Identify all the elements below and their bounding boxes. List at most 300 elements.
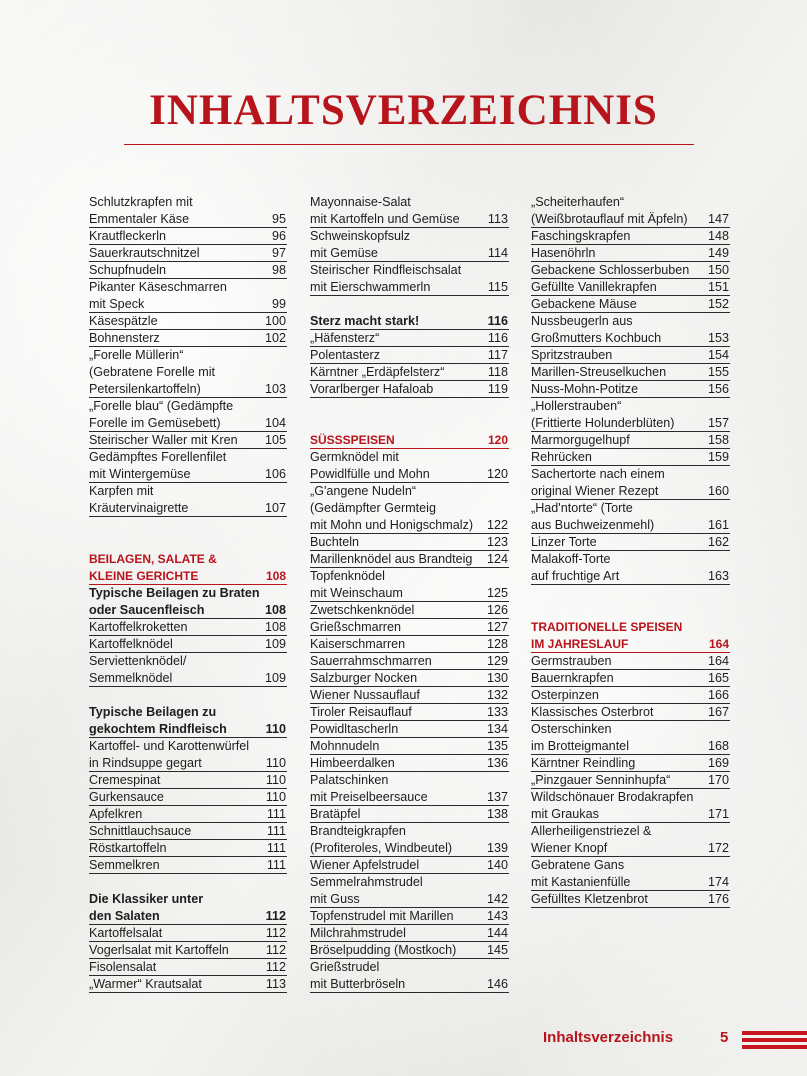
toc-entry[interactable] [89, 313, 287, 330]
toc-entry-page: 147 [707, 212, 729, 226]
toc-entry-title: Kärntner „Erdäpfelsterz“ [310, 365, 445, 379]
toc-entry-title: Linzer Torte [531, 535, 597, 549]
toc-entry-page: 110 [265, 722, 286, 736]
toc-entry-page: 120 [486, 467, 508, 481]
toc-entry[interactable] [310, 687, 509, 704]
toc-entry[interactable] [310, 908, 509, 925]
page-number: 5 [720, 1029, 729, 1046]
toc-entry-page: 136 [486, 756, 508, 770]
toc-entry-title: Wildschönauer Brodakrapfen [531, 790, 694, 804]
toc-entry[interactable] [531, 670, 730, 687]
toc-entry-page: 138 [486, 807, 508, 821]
toc-entry-page: 170 [707, 773, 729, 787]
toc-entry-title: Grießschmarren [310, 620, 401, 634]
toc-entry-page: 125 [486, 586, 508, 600]
toc-entry[interactable] [89, 228, 287, 245]
toc-entry[interactable] [310, 925, 509, 942]
section-spacer [310, 296, 509, 313]
toc-entry-page: 108 [265, 569, 286, 583]
toc-entry[interactable] [531, 381, 730, 398]
toc-entry-title: Brandteigkrapfen [310, 824, 406, 838]
toc-entry-title: Forelle im Gemüsebett) [89, 416, 221, 430]
toc-entry-title: „Häfensterz“ [310, 331, 380, 345]
toc-entry[interactable] [531, 568, 730, 585]
toc-entry[interactable] [531, 704, 730, 721]
toc-entry-title: (Gebratene Forelle mit [89, 365, 215, 379]
toc-entry-page: 113 [265, 977, 286, 991]
toc-entry-page: 108 [264, 620, 286, 634]
toc-entry-title: Bohnensterz [89, 331, 160, 345]
toc-entry-page: 112 [265, 960, 286, 974]
toc-entry-title: Apfelkren [89, 807, 143, 821]
toc-entry-title: (Frittierte Holunderblüten) [531, 416, 675, 430]
section-spacer [89, 874, 287, 891]
toc-entry[interactable] [310, 449, 509, 466]
toc-entry-title: Spritzstrauben [531, 348, 613, 362]
toc-entry-page: 176 [707, 892, 729, 906]
toc-entry[interactable] [310, 381, 509, 398]
toc-entry[interactable] [531, 840, 730, 857]
toc-entry-title: Topfenknödel [310, 569, 385, 583]
title-rule [124, 144, 694, 145]
toc-entry[interactable] [310, 704, 509, 721]
section-heading[interactable] [89, 568, 287, 585]
toc-entry-title: Gurkensauce [89, 790, 164, 804]
toc-entry[interactable] [89, 262, 287, 279]
toc-entry[interactable] [310, 466, 509, 483]
toc-entry-page: 157 [707, 416, 729, 430]
toc-entry[interactable] [89, 296, 287, 313]
toc-entry-page: 112 [265, 926, 286, 940]
toc-entry-title: Mohnnudeln [310, 739, 380, 753]
toc-entry-page: 100 [264, 314, 286, 328]
toc-entry-page: 140 [486, 858, 508, 872]
toc-entry[interactable] [310, 585, 509, 602]
toc-entry-page: 130 [486, 671, 508, 685]
toc-entry[interactable] [310, 755, 509, 772]
toc-entry-title: mit Kartoffeln und Gemüse [310, 212, 460, 226]
toc-entry[interactable] [531, 449, 730, 466]
toc-entry-title: Sterz macht stark! [310, 314, 420, 328]
toc-entry[interactable] [310, 602, 509, 619]
toc-entry-page: 162 [707, 535, 729, 549]
toc-entry[interactable] [531, 330, 730, 347]
toc-entry-title: Wiener Nussauflauf [310, 688, 420, 702]
toc-entry-title: Bratäpfel [310, 807, 361, 821]
toc-entry-title: „Pinzgauer Senninhupfa“ [531, 773, 671, 787]
toc-entry-title: Semmelkren [89, 858, 160, 872]
toc-entry-title: Faschingskrapfen [531, 229, 631, 243]
toc-entry[interactable] [89, 653, 287, 670]
toc-entry[interactable] [531, 517, 730, 534]
toc-entry-page: 154 [707, 348, 729, 362]
toc-entry-title: Käsespätzle [89, 314, 158, 328]
subsection-heading[interactable] [310, 313, 509, 330]
toc-entry-title: mit Graukas [531, 807, 599, 821]
toc-entry-page: 109 [264, 637, 286, 651]
subsection-heading[interactable] [89, 908, 287, 925]
toc-entry-page: 104 [264, 416, 286, 430]
toc-entry[interactable] [310, 772, 509, 789]
toc-entry[interactable] [310, 211, 509, 228]
toc-entry-page: 127 [486, 620, 508, 634]
toc-entry-page: 113 [487, 212, 508, 226]
toc-entry[interactable] [89, 738, 287, 755]
toc-column-1 [89, 194, 287, 993]
toc-entry[interactable] [531, 245, 730, 262]
toc-entry-page: 143 [486, 909, 508, 923]
toc-entry-page: 152 [707, 297, 729, 311]
toc-entry[interactable] [531, 262, 730, 279]
toc-entry-title: „Forelle Müllerin“ [89, 348, 184, 362]
toc-entry-title: Powidltascherln [310, 722, 399, 736]
toc-entry[interactable] [89, 364, 287, 381]
toc-entry-page: 128 [486, 637, 508, 651]
toc-entry[interactable] [531, 211, 730, 228]
toc-entry[interactable] [310, 483, 509, 500]
toc-entry-title: oder Saucenfleisch [89, 603, 205, 617]
toc-entry-page: 137 [486, 790, 508, 804]
toc-entry-page: 103 [264, 382, 286, 396]
toc-entry[interactable] [310, 194, 509, 211]
toc-entry[interactable] [310, 364, 509, 381]
toc-entry-title: Marillenknödel aus Brandteig [310, 552, 473, 566]
toc-entry[interactable] [531, 721, 730, 738]
toc-entry-title: Palatschinken [310, 773, 389, 787]
toc-entry-title: „Forelle blau“ (Gedämpfte [89, 399, 234, 413]
toc-entry[interactable] [89, 942, 287, 959]
toc-entry-page: 151 [707, 280, 729, 294]
toc-entry-title: KLEINE GERICHTE [89, 569, 199, 583]
toc-entry[interactable] [89, 772, 287, 789]
section-spacer [89, 687, 287, 704]
toc-entry-title: Germstrauben [531, 654, 612, 668]
toc-entry[interactable] [89, 857, 287, 874]
toc-entry[interactable] [531, 228, 730, 245]
toc-entry[interactable] [310, 279, 509, 296]
toc-entry-title: Gebackene Mäuse [531, 297, 637, 311]
toc-entry[interactable] [89, 500, 287, 517]
toc-entry-title: TRADITIONELLE SPEISEN [531, 620, 683, 634]
toc-entry-title: auf fruchtige Art [531, 569, 620, 583]
toc-entry[interactable] [531, 551, 730, 568]
toc-entry[interactable] [310, 568, 509, 585]
toc-entry-page: 146 [486, 977, 508, 991]
toc-entry[interactable] [531, 772, 730, 789]
subsection-heading[interactable] [89, 602, 287, 619]
toc-entry[interactable] [310, 891, 509, 908]
toc-entry-title: Kräutervinaigrette [89, 501, 189, 515]
toc-entry[interactable] [310, 670, 509, 687]
toc-entry-page: 150 [707, 263, 729, 277]
toc-entry-page: 117 [487, 348, 508, 362]
toc-entry-page: 153 [707, 331, 729, 345]
toc-entry-title: in Rindsuppe gegart [89, 756, 202, 770]
toc-entry-page: 174 [707, 875, 729, 889]
toc-entry[interactable] [531, 687, 730, 704]
section-heading[interactable] [531, 636, 730, 653]
toc-entry-title: Osterschinken [531, 722, 612, 736]
toc-entry-page: 166 [707, 688, 729, 702]
toc-entry[interactable] [531, 823, 730, 840]
toc-entry-title: Himbeerdalken [310, 756, 395, 770]
toc-entry-title: BEILAGEN, SALATE & [89, 552, 217, 566]
toc-entry[interactable] [89, 381, 287, 398]
toc-entry-page: 163 [707, 569, 729, 583]
toc-entry[interactable] [531, 296, 730, 313]
toc-entry-title: Kaiserschmarren [310, 637, 406, 651]
toc-entry-page: 155 [707, 365, 729, 379]
toc-entry-title: Röstkartoffeln [89, 841, 167, 855]
toc-entry[interactable] [89, 483, 287, 500]
toc-entry[interactable] [531, 279, 730, 296]
toc-entry-title: (Gedämpfter Germteig [310, 501, 436, 515]
toc-entry[interactable] [89, 194, 287, 211]
toc-entry-title: mit Eierschwammerln [310, 280, 431, 294]
toc-entry-page: 144 [486, 926, 508, 940]
toc-entry[interactable] [310, 976, 509, 993]
toc-entry-page: 124 [486, 552, 508, 566]
toc-entry-title: Pikanter Käseschmarren [89, 280, 227, 294]
toc-entry[interactable] [531, 313, 730, 330]
toc-entry[interactable] [89, 347, 287, 364]
toc-entry-page: 99 [271, 297, 286, 311]
toc-entry[interactable] [531, 653, 730, 670]
section-spacer [89, 517, 287, 551]
toc-entry[interactable] [89, 619, 287, 636]
toc-entry-title: Germknödel mit [310, 450, 399, 464]
toc-entry-title: Großmutters Kochbuch [531, 331, 662, 345]
toc-entry-title: (Profiteroles, Windbeutel) [310, 841, 453, 855]
footer-section-label: Inhaltsverzeichnis [543, 1029, 674, 1046]
toc-entry[interactable] [89, 636, 287, 653]
toc-entry[interactable] [89, 925, 287, 942]
section-heading[interactable] [531, 619, 730, 636]
toc-entry[interactable] [310, 806, 509, 823]
toc-entry[interactable] [310, 959, 509, 976]
toc-entry-title: mit Kastanienfülle [531, 875, 631, 889]
toc-entry[interactable] [89, 959, 287, 976]
toc-entry-title: Nussbeugerln aus [531, 314, 633, 328]
toc-entry-title: Schupfnudeln [89, 263, 167, 277]
toc-entry[interactable] [531, 194, 730, 211]
toc-entry[interactable] [310, 857, 509, 874]
toc-entry[interactable] [89, 466, 287, 483]
toc-entry-page: 119 [487, 382, 508, 396]
toc-entry-title: Allerheiligenstriezel & [531, 824, 652, 838]
toc-entry[interactable] [310, 228, 509, 245]
toc-entry[interactable] [89, 449, 287, 466]
toc-entry-title: Kartoffelkroketten [89, 620, 188, 634]
toc-entry-title: „Warmer“ Krautsalat [89, 977, 202, 991]
toc-entry-title: mit Speck [89, 297, 145, 311]
toc-entry[interactable] [310, 789, 509, 806]
toc-entry-page: 112 [265, 943, 286, 957]
toc-entry-page: 164 [707, 654, 729, 668]
toc-entry[interactable] [310, 262, 509, 279]
toc-entry-page: 167 [707, 705, 729, 719]
toc-entry-page: 115 [487, 280, 508, 294]
toc-entry-title: Fisolensalat [89, 960, 157, 974]
toc-entry-page: 114 [487, 246, 508, 260]
flag-stripes [742, 1031, 807, 1049]
toc-entry-title: Hasenöhrln [531, 246, 596, 260]
subsection-heading[interactable] [89, 721, 287, 738]
toc-entry-title: „Scheiterhaufen“ [531, 195, 625, 209]
toc-entry-title: Schlutzkrapfen mit [89, 195, 193, 209]
toc-entry-page: 106 [264, 467, 286, 481]
toc-entry-page: 156 [707, 382, 729, 396]
toc-entry[interactable] [531, 891, 730, 908]
toc-entry[interactable] [531, 347, 730, 364]
toc-entry-title: Krautfleckerln [89, 229, 166, 243]
toc-entry[interactable] [310, 500, 509, 517]
toc-entry[interactable] [89, 840, 287, 857]
toc-entry[interactable] [310, 823, 509, 840]
section-heading[interactable] [310, 432, 509, 449]
toc-entry-page: 160 [707, 484, 729, 498]
toc-entry-title: Grießstrudel [310, 960, 380, 974]
toc-entry-title: Sauerkrautschnitzel [89, 246, 200, 260]
toc-entry-title: im Brotteigmantel [531, 739, 629, 753]
toc-entry-title: Kartoffelsalat [89, 926, 163, 940]
toc-entry-title: Vogerlsalat mit Kartoffeln [89, 943, 229, 957]
toc-entry[interactable] [531, 534, 730, 551]
toc-entry-title: Gedämpftes Forellenfilet [89, 450, 227, 464]
toc-entry[interactable] [531, 738, 730, 755]
toc-entry[interactable] [531, 398, 730, 415]
toc-entry[interactable] [310, 942, 509, 959]
toc-entry-title: mit Weinschaum [310, 586, 403, 600]
toc-entry-page: 116 [487, 331, 508, 345]
toc-entry-title: Serviettenknödel/ [89, 654, 187, 668]
section-spacer [531, 585, 730, 619]
toc-entry-page: 105 [264, 433, 286, 447]
toc-entry-page: 111 [266, 807, 286, 821]
toc-entry[interactable] [310, 840, 509, 857]
toc-entry[interactable] [310, 721, 509, 738]
toc-entry-title: Gefülltes Kletzenbrot [531, 892, 648, 906]
toc-entry[interactable] [89, 789, 287, 806]
toc-entry-title: Sachertorte nach einem [531, 467, 665, 481]
toc-entry[interactable] [310, 245, 509, 262]
toc-entry[interactable] [310, 347, 509, 364]
toc-entry-title: Mayonnaise-Salat [310, 195, 411, 209]
toc-entry-page: 97 [271, 246, 286, 260]
toc-entry[interactable] [531, 857, 730, 874]
toc-entry-title: Salzburger Nocken [310, 671, 418, 685]
toc-entry[interactable] [531, 789, 730, 806]
toc-entry-title: Gebackene Schlosserbuben [531, 263, 690, 277]
subsection-heading[interactable] [89, 704, 287, 721]
toc-entry-title: mit Mohn und Honigschmalz) [310, 518, 474, 532]
page-title: INHALTSVERZEICHNIS [149, 87, 658, 134]
toc-entry-title: Topfenstrudel mit Marillen [310, 909, 454, 923]
toc-entry[interactable] [310, 738, 509, 755]
toc-entry[interactable] [89, 415, 287, 432]
toc-entry[interactable] [310, 636, 509, 653]
toc-entry[interactable] [89, 398, 287, 415]
toc-entry[interactable] [531, 806, 730, 823]
toc-entry-title: „Hollerstrauben“ [531, 399, 622, 413]
toc-entry-page: 109 [264, 671, 286, 685]
toc-column-3 [531, 194, 730, 908]
toc-entry-page: 107 [264, 501, 286, 515]
toc-entry-page: 168 [707, 739, 729, 753]
toc-entry[interactable] [531, 466, 730, 483]
toc-entry[interactable] [89, 976, 287, 993]
toc-entry[interactable] [310, 619, 509, 636]
toc-entry[interactable] [89, 823, 287, 840]
toc-entry[interactable] [89, 806, 287, 823]
toc-entry[interactable] [89, 432, 287, 449]
toc-entry-page: 135 [486, 739, 508, 753]
toc-entry[interactable] [89, 279, 287, 296]
toc-entry-title: mit Butterbröseln [310, 977, 406, 991]
toc-entry[interactable] [89, 330, 287, 347]
toc-entry[interactable] [310, 330, 509, 347]
toc-entry-page: 110 [265, 756, 286, 770]
toc-entry[interactable] [310, 551, 509, 568]
toc-entry-title: Malakoff-Torte [531, 552, 611, 566]
toc-entry[interactable] [531, 874, 730, 891]
toc-entry[interactable] [89, 670, 287, 687]
toc-entry-page: 134 [486, 722, 508, 736]
toc-entry-title: Die Klassiker unter [89, 892, 204, 906]
toc-entry-title: Petersilenkartoffeln) [89, 382, 201, 396]
toc-entry[interactable] [89, 755, 287, 772]
toc-entry-title: Tiroler Reisauflauf [310, 705, 412, 719]
toc-entry[interactable] [531, 500, 730, 517]
toc-entry-title: Marillen-Streuselkuchen [531, 365, 667, 379]
toc-entry[interactable] [531, 432, 730, 449]
toc-entry-page: 98 [271, 263, 286, 277]
toc-entry-page: 129 [486, 654, 508, 668]
toc-entry-page: 110 [265, 790, 286, 804]
toc-entry[interactable] [89, 211, 287, 228]
toc-entry[interactable] [531, 364, 730, 381]
subsection-heading[interactable] [89, 891, 287, 908]
toc-entry[interactable] [310, 653, 509, 670]
toc-entry-title: Gefüllte Vanillekrapfen [531, 280, 657, 294]
toc-entry[interactable] [310, 874, 509, 891]
toc-entry-title: Karpfen mit [89, 484, 154, 498]
toc-entry[interactable] [531, 755, 730, 772]
toc-entry-page: 118 [487, 365, 508, 379]
toc-entry-title: Kartoffelknödel [89, 637, 173, 651]
toc-entry-page: 149 [707, 246, 729, 260]
toc-entry[interactable] [310, 534, 509, 551]
toc-entry-page: 158 [707, 433, 729, 447]
toc-entry-page: 139 [486, 841, 508, 855]
toc-entry-page: 96 [271, 229, 286, 243]
section-heading[interactable] [89, 551, 287, 568]
toc-entry[interactable] [310, 517, 509, 534]
subsection-heading[interactable] [89, 585, 287, 602]
toc-entry[interactable] [531, 415, 730, 432]
toc-entry-title: „G'angene Nudeln“ [310, 484, 417, 498]
toc-entry-page: 171 [707, 807, 729, 821]
toc-entry-title: Semmelrahmstrudel [310, 875, 423, 889]
toc-entry-title: gekochtem Rindfleisch [89, 722, 227, 736]
toc-entry[interactable] [89, 245, 287, 262]
toc-entry-title: Osterpinzen [531, 688, 599, 702]
toc-column-2 [310, 194, 509, 993]
toc-entry[interactable] [531, 483, 730, 500]
toc-entry-title: Schnittlauchsauce [89, 824, 192, 838]
toc-entry-page: 112 [265, 909, 286, 923]
toc-entry-page: 110 [265, 773, 286, 787]
